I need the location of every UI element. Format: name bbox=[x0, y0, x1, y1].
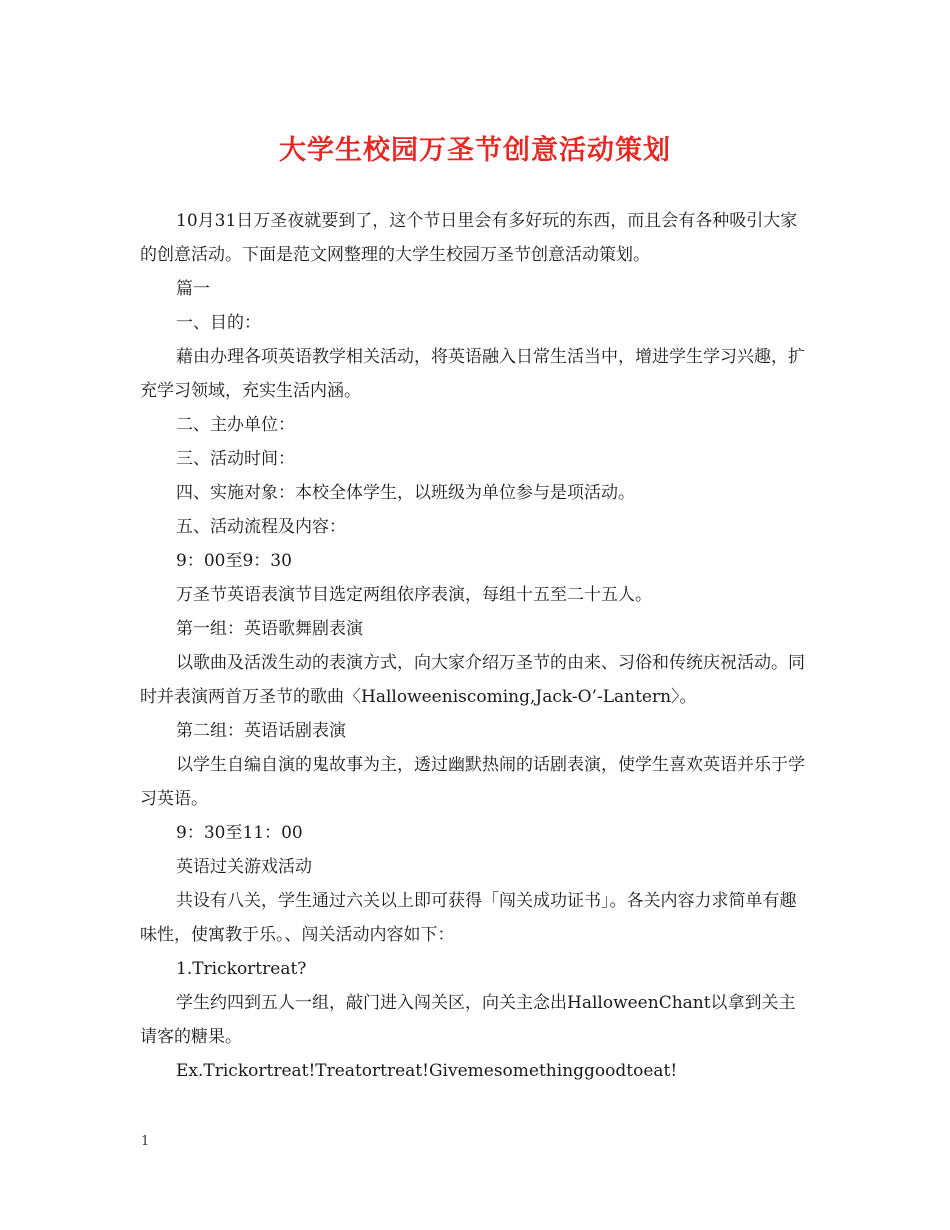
heading-time: 三、活动时间： bbox=[176, 449, 295, 469]
time-slot-1: 9：00至9：30 bbox=[176, 551, 292, 571]
paragraph-purpose: 藉由办理各项英语教学相关活动，将英语融入日常生活当中，增进学生学习兴趣，扩充学习领域，充实生活内涵。 bbox=[140, 347, 805, 401]
heading-process: 五、活动流程及内容： bbox=[176, 517, 346, 537]
game-1-example: Ex.Trickortreat!Treatortreat!Givemesomethinggoodtoeat! bbox=[176, 1061, 678, 1081]
paragraph-participants: 四、实施对象：本校全体学生，以班级为单位参与是项活动。 bbox=[176, 483, 635, 503]
heading-purpose: 一、目的： bbox=[176, 313, 261, 333]
game-1-description: 学生约四到五人一组，敲门进入闯关区，向关主念出HalloweenChant以拿到关主请客的糖果。 bbox=[140, 993, 796, 1047]
paragraph-performances: 万圣节英语表演节目选定两组依序表演，每组十五至二十五人。 bbox=[176, 585, 652, 605]
document-title: 大学生校园万圣节创意活动策划 bbox=[279, 135, 671, 166]
games-heading: 英语过关游戏活动 bbox=[176, 857, 312, 877]
time-slot-2: 9：30至11：00 bbox=[176, 823, 303, 843]
document-body bbox=[140, 204, 812, 1088]
page-number: 1 bbox=[141, 1134, 150, 1149]
paragraph-section-label: 篇一 bbox=[176, 279, 210, 299]
group-1-heading: 第一组：英语歌舞剧表演 bbox=[176, 619, 363, 639]
game-1-heading: 1.Trickortreat? bbox=[176, 959, 307, 979]
group-1-description: 以歌曲及活泼生动的表演方式，向大家介绍万圣节的由来、习俗和传统庆祝活动。同时并表演两首万圣节的歌曲〈Halloweeniscoming,Jack-O’-Lantern〉。 bbox=[140, 653, 805, 707]
group-2-description: 以学生自编自演的鬼故事为主，透过幽默热闹的话剧表演，使学生喜欢英语并乐于学习英语。 bbox=[140, 755, 805, 809]
group-2-heading: 第二组：英语话剧表演 bbox=[176, 721, 346, 741]
heading-organizer: 二、主办单位： bbox=[176, 415, 295, 435]
paragraph-intro: 10月31日万圣夜就要到了，这个节日里会有多好玩的东西，而且会有各种吸引大家的创意活动。下面是范文网整理的大学生校园万圣节创意活动策划。 bbox=[140, 211, 798, 265]
games-description: 共设有八关，学生通过六关以上即可获得「闯关成功证书」。各关内容力求简单有趣味性，使寓教于乐。、闯关活动内容如下： bbox=[140, 891, 797, 945]
